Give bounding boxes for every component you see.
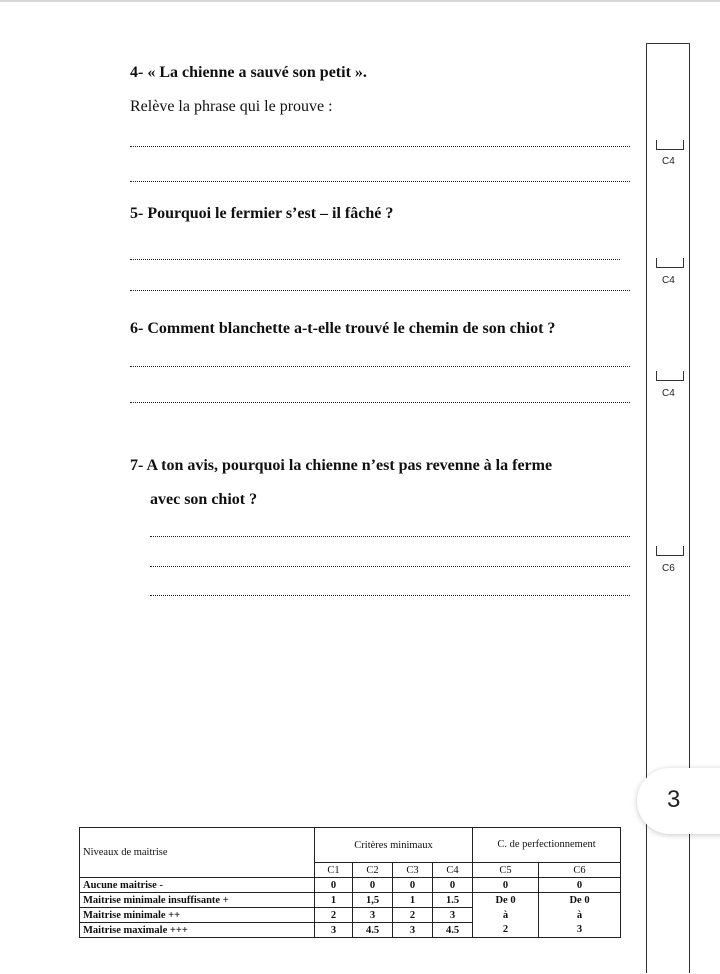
table-cell: 0 [315, 878, 353, 893]
score-box[interactable] [656, 546, 684, 556]
row-label: Maitrise maximale +++ [80, 923, 315, 938]
criterion-header: C2 [353, 863, 393, 878]
table-row [80, 923, 621, 938]
table-cell: 0 [353, 878, 393, 893]
score-box[interactable] [656, 371, 684, 381]
criterion-header: C6 [539, 863, 621, 878]
page-number-badge [637, 768, 720, 834]
question-7-title-line1: 7- A ton avis, pourquoi la chienne n’est pas revenne à la ferme [130, 457, 553, 474]
question-6-title: 6- Comment blanchette a-t-elle trouvé le chemin de son chiot ? [130, 320, 556, 337]
criterion-header: C3 [393, 863, 433, 878]
table-cell: 3 [353, 908, 393, 923]
row-label: Maitrise minimale ++ [80, 908, 315, 923]
mastery-levels-table [79, 827, 621, 938]
table-cell: 0 [473, 878, 539, 893]
table-cell: 2 [393, 908, 433, 923]
answer-line[interactable] [130, 259, 620, 260]
answer-line[interactable] [130, 402, 630, 403]
answer-line[interactable] [150, 566, 630, 567]
table-cell: 0 [393, 878, 433, 893]
table-cell: 1 [315, 893, 353, 908]
table-row [80, 893, 621, 908]
table-cell: 0 [539, 878, 621, 893]
answer-line[interactable] [130, 181, 630, 182]
page-top-edge [0, 0, 720, 2]
table-cell: De 0 [473, 893, 539, 908]
score-box[interactable] [656, 258, 684, 268]
header-levels: Niveaux de maitrise [80, 828, 315, 878]
criterion-header: C5 [473, 863, 539, 878]
score-criterion-label: C4 [662, 388, 675, 399]
table-cell: 3 [539, 923, 621, 938]
answer-line[interactable] [150, 595, 630, 596]
row-label: Aucune maitrise - [80, 878, 315, 893]
table-cell: 2 [473, 923, 539, 938]
answer-line[interactable] [130, 290, 630, 291]
table-cell: 3 [393, 923, 433, 938]
table-header-row [80, 828, 621, 863]
table-cell: à [539, 908, 621, 923]
header-perfection-criteria: C. de perfectionnement [473, 828, 621, 863]
table-cell: 0 [433, 878, 473, 893]
criterion-header: C1 [315, 863, 353, 878]
table-cell: 1 [393, 893, 433, 908]
question-7-title-line2: avec son chiot ? [150, 491, 258, 508]
row-label: Maitrise minimale insuffisante + [80, 893, 315, 908]
question-4-title: 4- « La chienne a sauvé son petit ». [130, 64, 367, 81]
question-5-title: 5- Pourquoi le fermier s’est – il fâché ? [130, 205, 394, 222]
table-row [80, 908, 621, 923]
answer-line[interactable] [130, 366, 630, 367]
table-cell: 3 [315, 923, 353, 938]
table-cell: 1.5 [433, 893, 473, 908]
page-number: 3 [667, 786, 681, 813]
score-box[interactable] [656, 140, 684, 150]
table-cell: 2 [315, 908, 353, 923]
table-cell: 4.5 [353, 923, 393, 938]
question-4-instruction: Relève la phrase qui le prouve : [130, 98, 333, 115]
answer-line[interactable] [130, 146, 630, 147]
table-cell: 1,5 [353, 893, 393, 908]
table-cell: De 0 [539, 893, 621, 908]
table-cell: à [473, 908, 539, 923]
table-cell: 4.5 [433, 923, 473, 938]
table-row [80, 878, 621, 893]
answer-line[interactable] [150, 536, 630, 537]
score-criterion-label: C4 [662, 156, 675, 167]
criterion-header: C4 [433, 863, 473, 878]
table-cell: 3 [433, 908, 473, 923]
score-criterion-label: C6 [662, 563, 675, 574]
score-criterion-label: C4 [662, 275, 675, 286]
header-minimal-criteria: Critères minimaux [315, 828, 473, 863]
